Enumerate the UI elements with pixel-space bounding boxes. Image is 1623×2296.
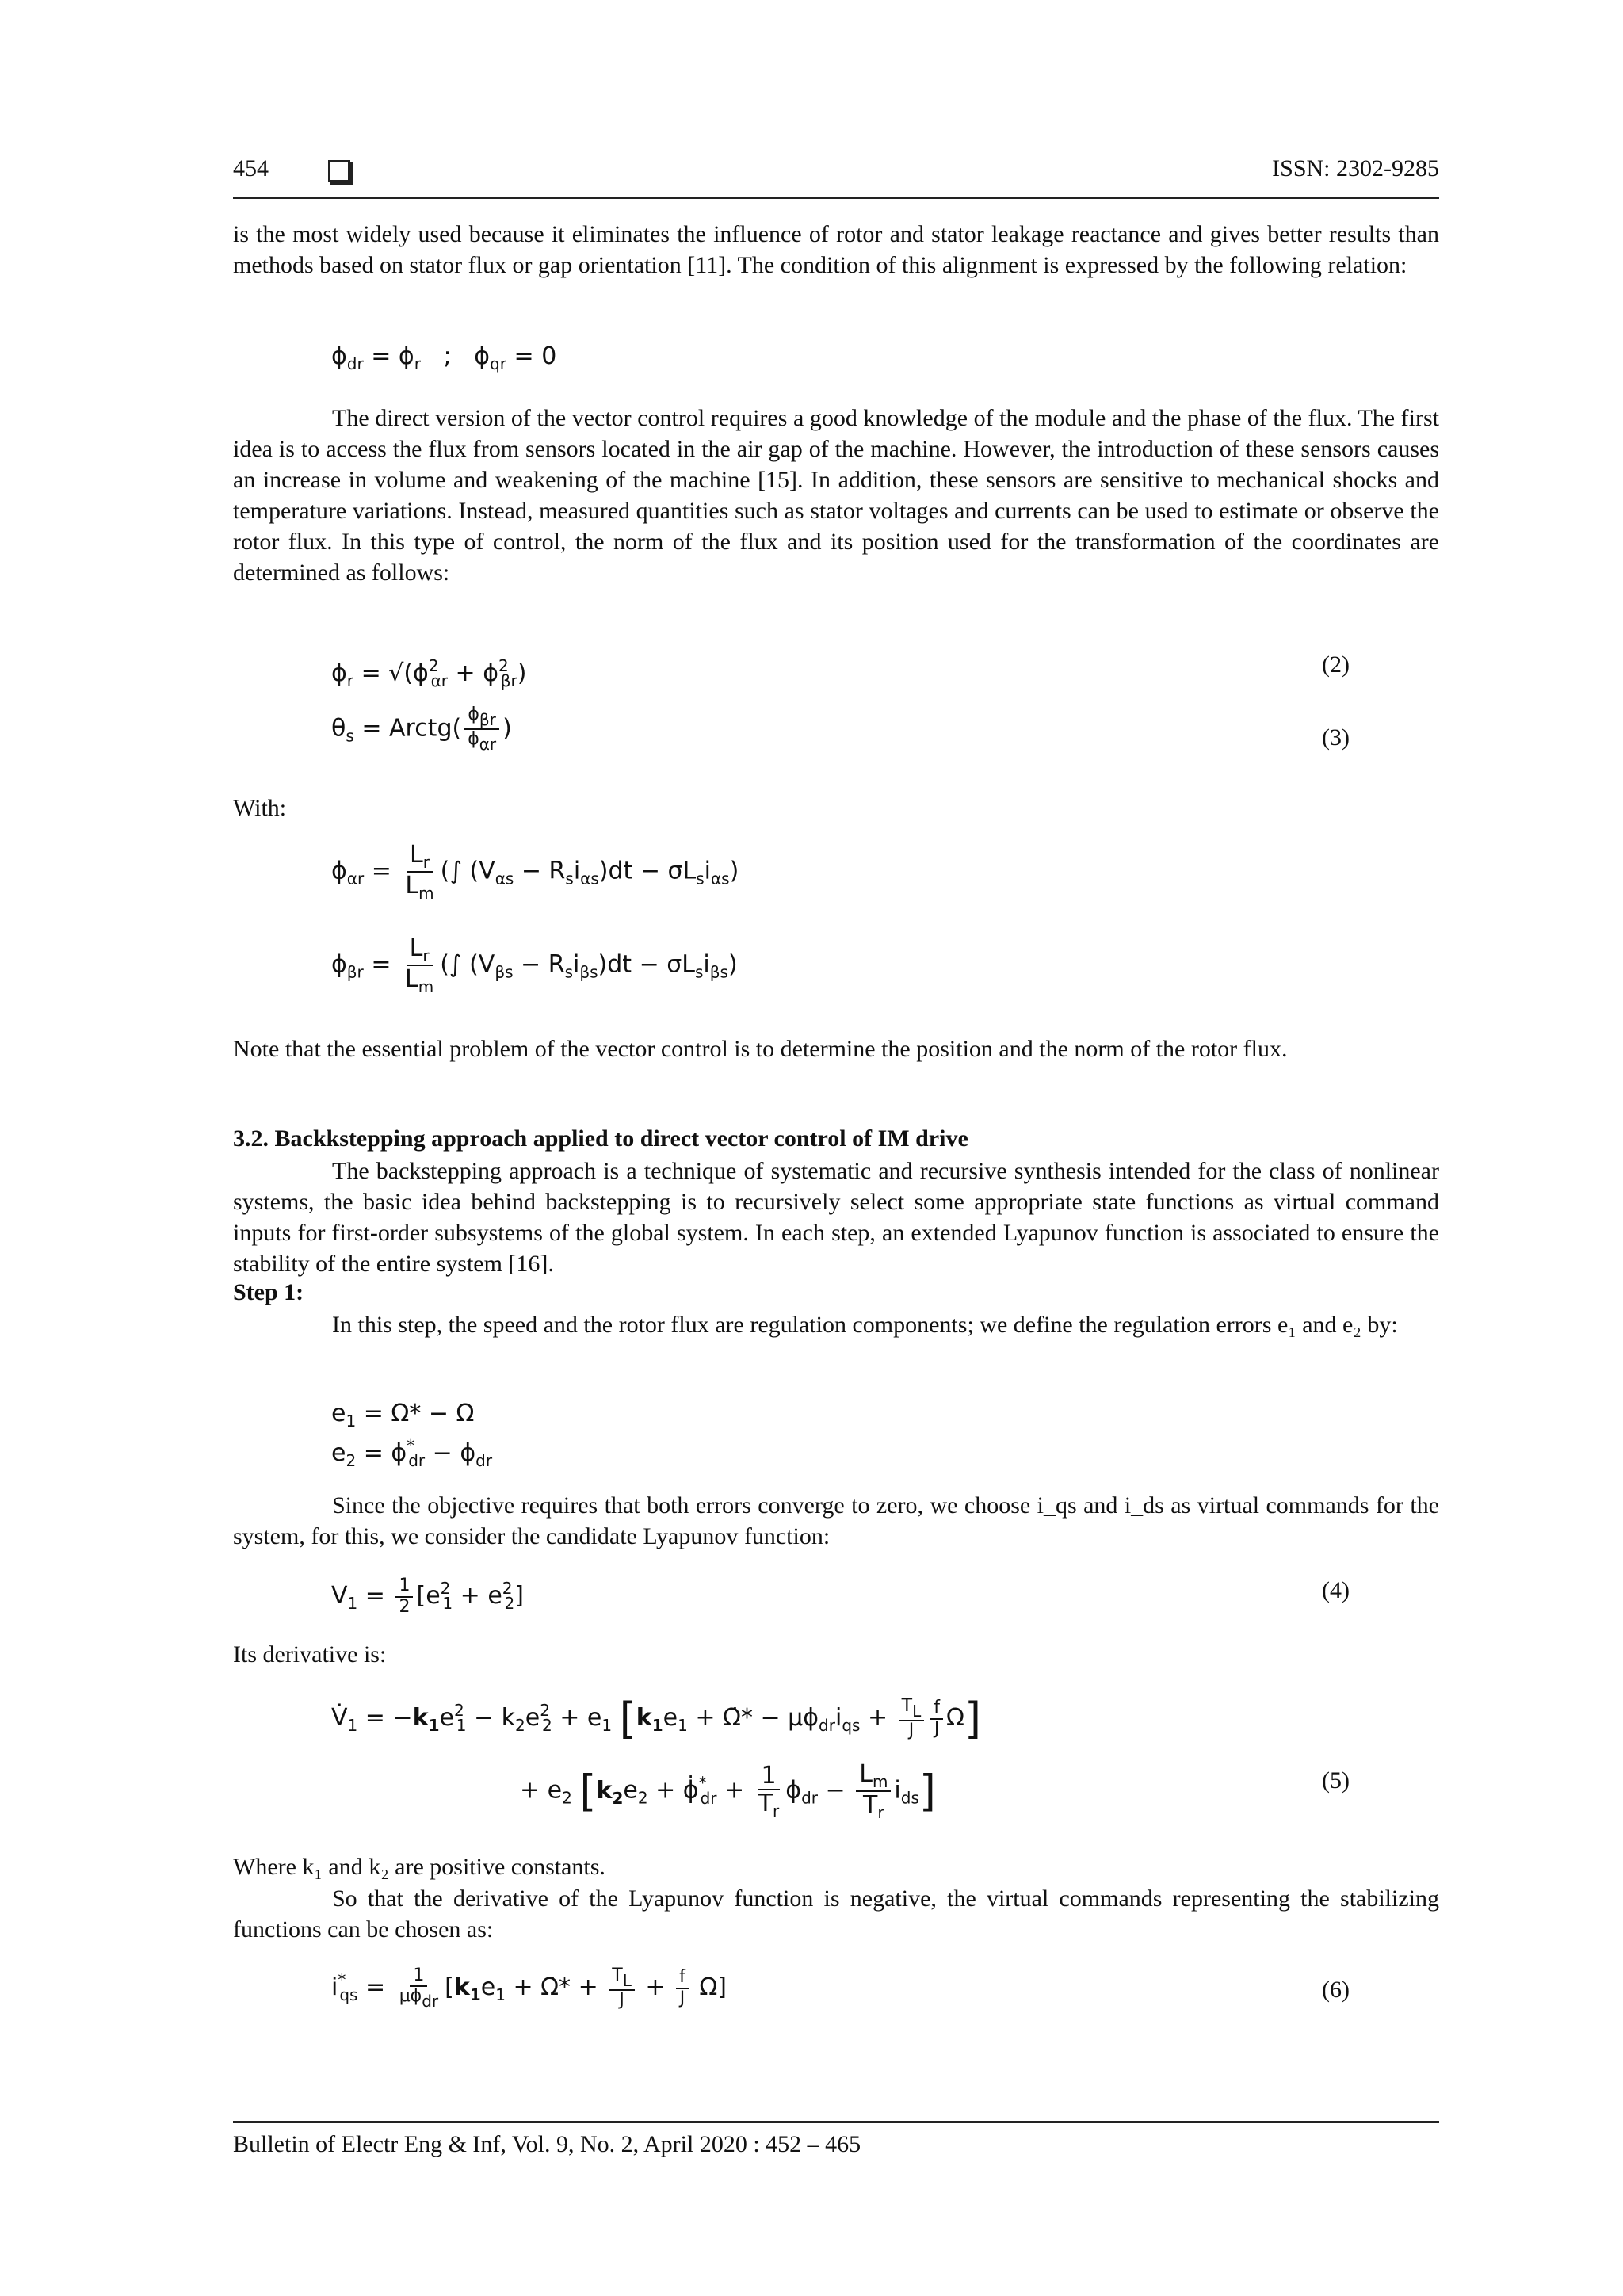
with-label: With:	[233, 795, 287, 821]
paragraph-7: So that the derivative of the Lyapunov function is negative, the virtual commands representing the stabilizing functions can be chosen as:	[233, 1885, 1439, 1943]
paragraph-1: is the most widely used because it eliminates the influence of rotor and stator leakage reactance and gives better results than methods based on stator flux or gap orientation [11]. The condition of this alignment is expressed by the following relation:	[233, 221, 1439, 278]
equation-5-line-1: $V̇_1 = -k_1e^2_1 - k_2e^2_2 + e_1$ [$k_1e_1$ + Ω̇* − $\mu\phi_{dr}i_{qs}$ + $\frac{TL}{J}$ $\frac{f}{J}$ Ω]	[331, 1694, 982, 1744]
equation-e1: $e_1 = \Omega* - \Omega$	[331, 1400, 475, 1431]
equation-2: $\phi_r = √(\phi^2_{\alpha r} + \phi^2_{\beta r})$	[331, 656, 527, 690]
page-number: 454	[233, 155, 269, 181]
paragraph-2: The direct version of the vector control requires a good knowledge of the module and the phase of the flux. The first idea is to access the flux from sensors located in the air gap of the machine. However, the introduction of these sensors causes an increase in volume and weakening of the machine [15]. In addition, these sensors are sensitive to mechanical shocks and temperature variations. Instead, measured quantities such as stator voltages and currents can be used to estimate or observe the rotor flux. In this type of control, the norm of the flux and its position used for the transformation of the coordinates are determined as follows:	[233, 405, 1439, 586]
paragraph-6: Since the objective requires that both errors converge to zero, we choose i_qs and i_ds as virtual commands for the system, for this, we consider the candidate Lyapunov function:	[233, 1492, 1439, 1549]
paragraph-3: Note that the essential problem of the vector control is to determine the position and the norm of the rotor flux.	[233, 1036, 1288, 1062]
equation-6: $i^*_{qs}$ = $\frac{1}{\text{μϕdr}}$ [$k_1e_1$ + Ω̇* + $\frac{TL}{J}$ + $\frac{f}{J}$ Ω]	[331, 1965, 727, 2011]
equation-alignment: $\phi_{dr} = \phi_r$ ; $\phi_{qr} = 0$	[331, 342, 557, 373]
equation-number-6: (6)	[1322, 1977, 1350, 2003]
footer-citation: Bulletin of Electr Eng & Inf, Vol. 9, No. 2, April 2020 : 452 – 465	[233, 2131, 861, 2157]
derivative-label: Its derivative is:	[233, 1641, 387, 1668]
where-line: Where k₁ and k₂ are positive constants.	[233, 1854, 605, 1880]
paragraph-4: The backstepping approach is a technique of systematic and recursive synthesis intended for the class of nonlinear systems, the basic idea behind backstepping is to recursively select some appropriate state functions as virtual command inputs for first-order subsystems of the global system. In each step, an extended Lyapunov function is associated to ensure the stability of the entire system [16].	[233, 1158, 1439, 1277]
equation-e2: $e_2 = \phi^*_{dr} - \phi_{dr}$	[331, 1436, 493, 1470]
page-footer	[233, 2121, 1439, 2158]
step-1-heading: Step 1:	[233, 1279, 304, 1305]
paragraph-5: In this step, the speed and the rotor flux are regulation components; we define the regulation errors e₁ and e₂ by:	[332, 1312, 1398, 1338]
equation-phi-beta: $\phi_{\beta r}$ = $\frac{L_r}{L_m}$ (∫ $(V_{\beta s} - R_si_{\beta s})dt - \sigma L_si_{\beta s}$)	[331, 934, 738, 996]
header-square-icon	[328, 160, 350, 182]
issn-label: ISSN: 2302-9285	[1272, 155, 1439, 181]
equation-number-4: (4)	[1322, 1577, 1350, 1603]
equation-3: $\theta_s$ = Arctg( $\frac{\text{ϕβr}}{\text{ϕαr}}$ )	[331, 705, 512, 754]
page-header	[233, 155, 1439, 199]
equation-number-3: (3)	[1322, 724, 1350, 751]
equation-phi-alpha: $\phi_{\alpha r}$ = $\frac{L_r}{L_m}$ (∫ $(V_{\alpha s} - R_si_{\alpha s})dt - \sigma L_si_{\alpha s}$)	[331, 841, 739, 903]
section-title: 3.2. Backkstepping approach applied to direct vector control of IM drive	[233, 1125, 968, 1152]
equation-5-line-2: + $e_2$ [$k_2e_2$ + $\phi̇^*_{dr}$ + $\frac{1}{T_r}$ $\phi_{dr}$ − $\frac{L_m}{T_r}$ $i_{ds}$]	[520, 1760, 936, 1822]
equation-4: $V_1$ = $\frac{1}{2}$ $[e^2_1 + e^2_2]$	[331, 1576, 524, 1617]
equation-number-5: (5)	[1322, 1767, 1350, 1794]
equation-number-2: (2)	[1322, 651, 1350, 678]
